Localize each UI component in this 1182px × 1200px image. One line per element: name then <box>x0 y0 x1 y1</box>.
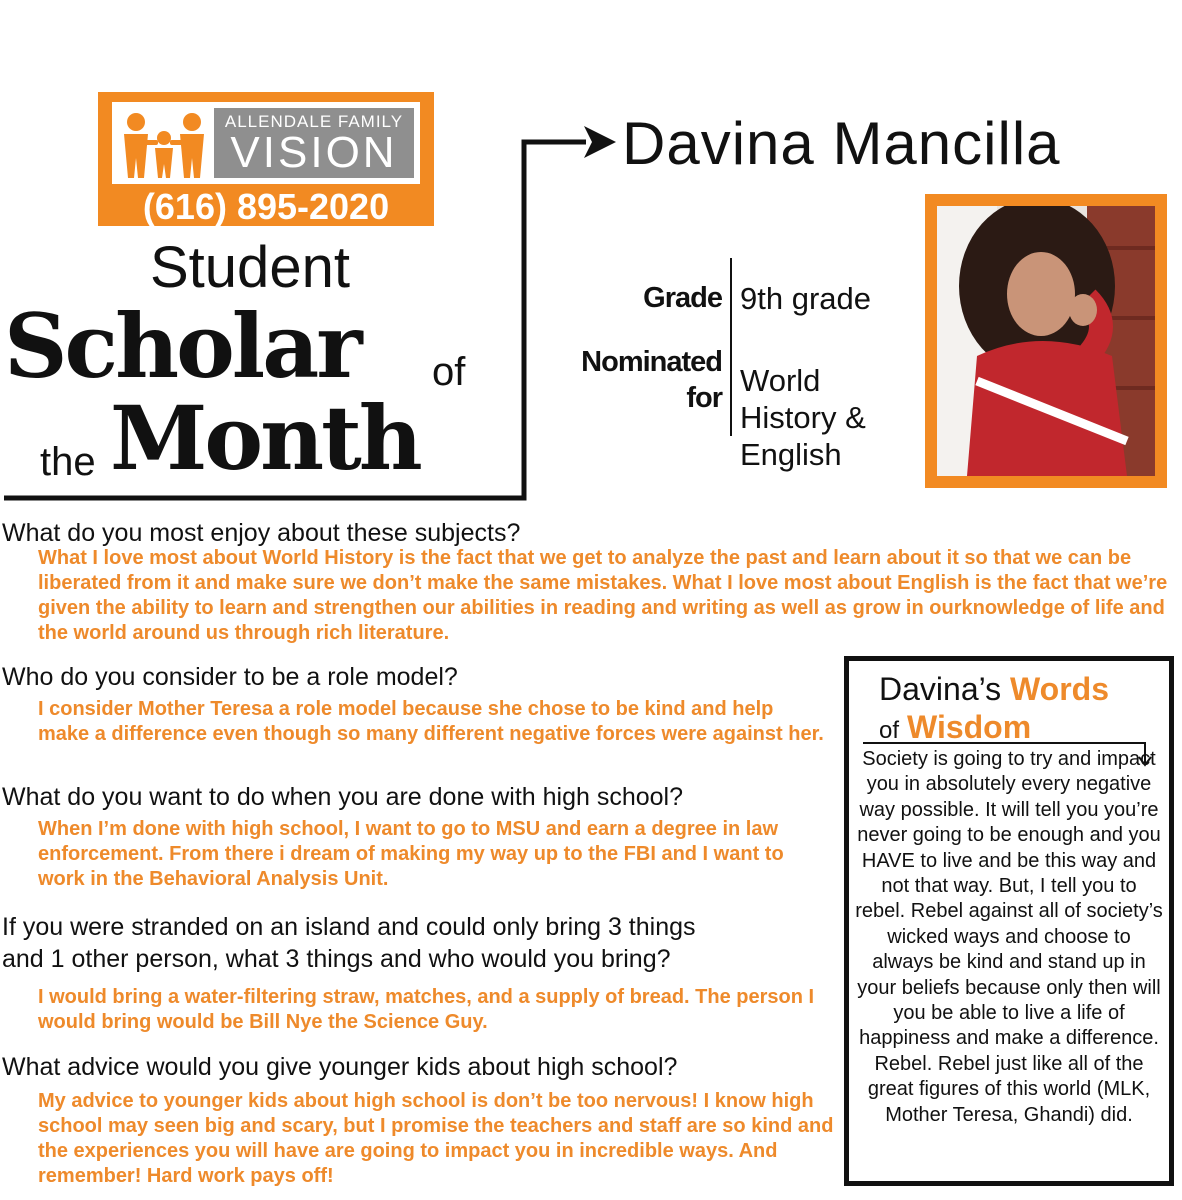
title-scholar: Scholar <box>4 294 360 398</box>
wisdom-title-name: Davina’s <box>879 671 1002 707</box>
question-5: What advice would you give younger kids about high school? <box>2 1053 678 1081</box>
question-4-line2: and 1 other person, what 3 things and who would you bring? <box>2 945 671 973</box>
words-of-wisdom-box <box>844 656 1174 1186</box>
answer-5: My advice to younger kids about high school is don’t be too nervous! I know high school may seen big and scary, but I promise the teachers and staff are so kind and the experiences you will have are going to impact you in incredible ways. And remember! Hard work pays off! <box>38 1090 834 1187</box>
question-4-line1: If you were stranded on an island and could only bring 3 things <box>2 913 696 941</box>
answer-1: What I love most about World History is the fact that we get to analyze the past and learn about it so that we can be liberated from it and make sure we don’t make the same mistakes. What I love most about English is the fact that we’re given the ability to learn and strengthen our abilities in reading and writing as well as grow in ourknowledge of life and the world around us through rich literature. <box>38 547 1168 644</box>
student-name: Davina Mancilla <box>622 110 1061 177</box>
wisdom-title-line1 <box>879 671 1109 707</box>
nominated-label-2: for <box>686 382 722 414</box>
info-divider <box>730 258 732 436</box>
question-1: What do you most enjoy about these subjects? <box>2 519 521 547</box>
wisdom-quote: Society is going to try and impact you in absolutely every negative way possible. It will tell you you’re never going to be enough and you HAVE to live and be this way and not that way. But, I tell you to rebel. Rebel against all of society’s wicked ways and choose to always be kind and stand up in your beliefs because only then will you be able to live a life of happiness and make a difference. Rebel. Rebel just like all of the great figures of this world (MLK, Mother Teresa, Ghandi) did. <box>855 748 1163 1126</box>
wisdom-title-of: of <box>879 717 900 744</box>
logo-line1: ALLENDALE FAMILY <box>224 112 404 131</box>
title-of: of <box>432 350 466 394</box>
photo-frame <box>925 194 1167 488</box>
question-2: Who do you consider to be a role model? <box>2 663 458 691</box>
wisdom-title-wisdom: Wisdom <box>907 709 1032 745</box>
logo-phone: (616) 895-2020 <box>142 186 390 227</box>
student-photo <box>937 206 1155 476</box>
answer-2: I consider Mother Teresa a role model because she chose to be kind and help make a difference even though so many different negative forces were against her. <box>38 698 824 745</box>
nominated-value-2: History & <box>740 400 866 435</box>
nominated-value-3: English <box>740 437 842 472</box>
title-the: the <box>40 440 96 484</box>
nominated-label-1: Nominated <box>581 346 722 378</box>
answer-3: When I’m done with high school, I want to go to MSU and earn a degree in law enforcement. From there i dream of making my way up to the FBI and I want to work in the Behavioral Analysis Unit. <box>38 818 784 890</box>
title-month: Month <box>110 386 420 490</box>
grade-value: 9th grade <box>740 281 871 316</box>
title-student: Student <box>150 235 350 300</box>
answer-4: I would bring a water-filtering straw, matches, and a supply of bread. The person I would bring would be Bill Nye the Science Guy. <box>38 986 815 1033</box>
nominated-value-1: World <box>740 363 821 398</box>
connector-arrow <box>0 120 620 510</box>
logo-line2: VISION <box>230 128 398 177</box>
grade-label: Grade <box>643 282 722 314</box>
wisdom-title-words: Words <box>1010 671 1109 707</box>
question-3: What do you want to do when you are done with high school? <box>2 783 683 811</box>
